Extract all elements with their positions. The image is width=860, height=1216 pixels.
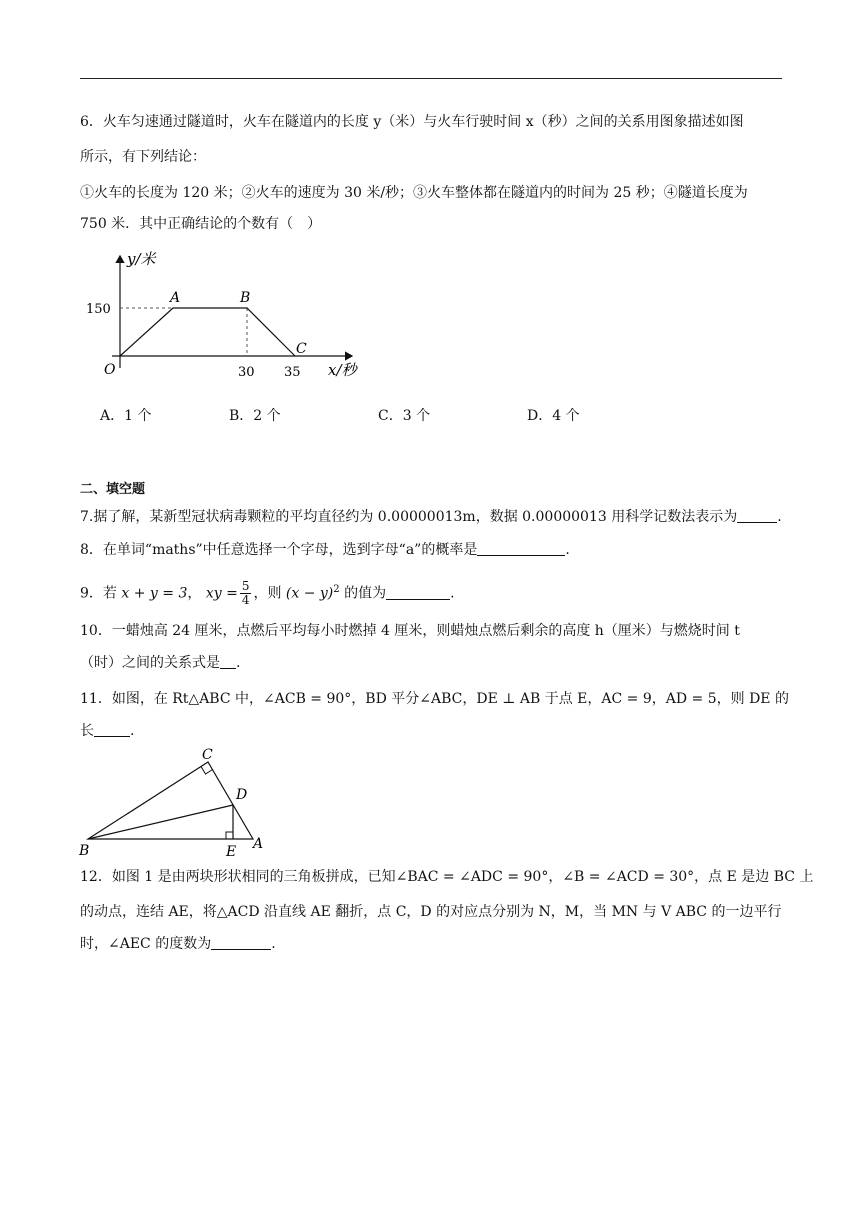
- q8-line: [80, 539, 785, 561]
- q6-option-a: A．1 个: [100, 408, 152, 424]
- header-rule: [80, 78, 782, 79]
- x-axis-label: x/秒: [328, 361, 357, 379]
- q11-answer-blank: [94, 722, 130, 737]
- q11-line-1: 11．如图，在 Rt△ABC 中，∠ACB = 90°，BD 平分∠ABC，DE ⊥ AB 于点 E，AC = 9，AD = 5，则 DE 的: [80, 691, 789, 707]
- y-axis-label: y/米: [127, 250, 156, 268]
- q9-equation-1: x + y = 3: [121, 585, 188, 602]
- q8-answer-blank: [477, 541, 565, 556]
- q6-option-c: C．3 个: [378, 408, 431, 424]
- q7-text: 7.据了解，某新型冠状病毒颗粒的平均直径约为 0.00000013m，数据 0.00000013 用科学记数法表示为: [80, 509, 738, 525]
- q8-end: .: [565, 542, 570, 558]
- label-b: B: [79, 843, 90, 859]
- q9-line: [80, 575, 785, 609]
- q12-line-2: 的动点，连结 AE，将△ACD 沿直线 AE 翻折，点 C，D 的对应点分别为 N，M，当 MN 与 V ABC 的一边平行: [80, 904, 782, 920]
- q6-option-d: D．4 个: [527, 408, 580, 424]
- q6-option-b: B．2 个: [229, 408, 281, 424]
- q12-text: 时，∠AEC 的度数为: [80, 936, 212, 952]
- segment-bd: [88, 805, 233, 839]
- q7-answer-blank: [737, 508, 777, 523]
- y-tick-150: 150: [86, 302, 111, 317]
- q9-expression: (x − y): [285, 585, 334, 602]
- q7-end: .: [777, 509, 782, 525]
- x-tick-35: 35: [284, 365, 301, 380]
- point-b-label: B: [240, 290, 251, 306]
- graph-line: [120, 308, 295, 356]
- q11-triangle-figure: [78, 744, 278, 859]
- q9-suffix: 的值为: [344, 585, 387, 602]
- q6-stem-line-2: 所示，有下列结论：: [80, 149, 206, 165]
- q9-prefix: 9．若: [80, 585, 117, 602]
- q9-then: ，则: [253, 585, 282, 602]
- q9-fraction-numerator: 5: [241, 579, 250, 594]
- section-title-fill-in: 二、填空题: [80, 482, 146, 497]
- q7-line: [80, 506, 785, 528]
- q8-text: 8．在单词“maths”中任意选择一个字母，选到字母“a”的概率是: [80, 542, 478, 558]
- q9-exponent: 2: [333, 584, 340, 595]
- q9-equation-2: xy =: [205, 585, 238, 602]
- q6-graph: [80, 248, 380, 383]
- q9-fraction: [240, 580, 252, 607]
- q9-comma: ，: [187, 585, 202, 602]
- q12-answer-blank: [211, 935, 271, 950]
- q6-question-line: 750 米．其中正确结论的个数有（ ）: [80, 216, 322, 232]
- q12-line-3: [80, 933, 785, 955]
- label-d: D: [236, 787, 248, 803]
- q6-stem-line-1: 6．火车匀速通过隧道时，火车在隧道内的长度 y（米）与火车行驶时间 x（秒）之间的关系用图象描述如图: [80, 114, 744, 130]
- q9-end: .: [450, 585, 455, 602]
- q9-fraction-denominator: 4: [241, 593, 250, 608]
- q10-answer-blank: [220, 654, 236, 669]
- q10-end: .: [236, 655, 241, 671]
- triangle-abc: [88, 762, 253, 839]
- right-angle-e: [226, 832, 233, 839]
- label-c: C: [202, 747, 213, 763]
- q10-text: （时）之间的关系式是: [80, 655, 220, 671]
- point-a-label: A: [170, 290, 181, 306]
- q11-line-2: [80, 720, 785, 742]
- origin-label: O: [104, 362, 116, 378]
- label-a: A: [253, 836, 264, 852]
- label-e: E: [226, 844, 237, 859]
- q12-line-1: 12．如图 1 是由两块形状相同的三角板拼成，已知∠BAC = ∠ADC = 90°，∠B = ∠ACD = 30°，点 E 是边 BC 上: [80, 869, 814, 885]
- x-tick-30: 30: [238, 365, 255, 380]
- point-c-label: C: [296, 341, 307, 357]
- q6-conclusions-line: ①火车的长度为 120 米；②火车的速度为 30 米/秒；③火车整体都在隧道内的时间为 25 秒；④隧道长度为: [80, 185, 748, 201]
- q11-text: 长: [80, 723, 94, 739]
- q10-line-1: 10．一蜡烛高 24 厘米，点燃后平均每小时燃掉 4 厘米，则蜡烛点燃后剩余的高度 h（厘米）与燃烧时间 t: [80, 623, 740, 639]
- q10-line-2: [80, 652, 785, 674]
- q12-end: .: [271, 936, 276, 952]
- q9-answer-blank: [386, 585, 450, 600]
- q11-end: .: [130, 723, 135, 739]
